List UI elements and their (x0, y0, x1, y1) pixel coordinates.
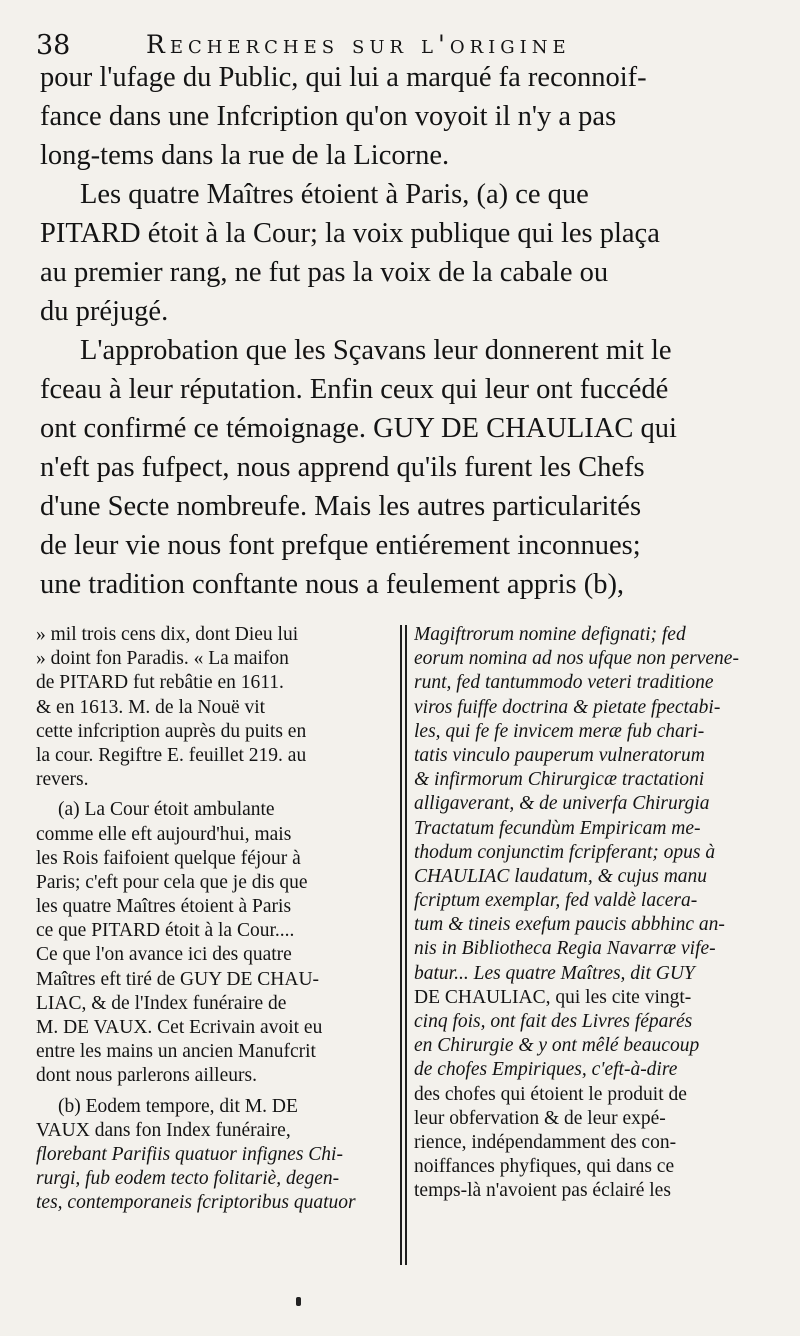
footnote-line: cette infcription auprès du puits en (36, 720, 307, 742)
footnote-line: Magiftrorum nomine defignati; fed (414, 624, 686, 645)
footnote-line: batur... Les quatre Maîtres, dit GUY (414, 962, 695, 984)
footnote-line: dont nous parlerons ailleurs. (36, 1065, 257, 1087)
text-line: une tradition conftante nous a feulement appris (b), (40, 569, 625, 600)
footnote-line: (a) La Cour étoit ambulante (58, 799, 275, 821)
footnote-line: tum & tineis exefum paucis abbhinc an- (414, 914, 725, 936)
footnote-line: florebant Parifiis quatuor infignes Chi- (36, 1143, 343, 1165)
footnote-line: Tractatum fecundùm Empiricam me- (414, 817, 701, 839)
text-line: de leur vie nous font prefque entiérement inconnues; (40, 530, 641, 561)
footnote-line: runt, fed tantummodo veteri traditione (414, 672, 714, 694)
footnote-line: des chofes qui étoient le produit de (414, 1083, 687, 1105)
footnote-line: Ce que l'on avance ici des quatre (36, 944, 292, 966)
footnote-line: de chofes Empiriques, c'eft-à-dire (414, 1059, 678, 1081)
footnote-line: cinq fois, ont fait des Livres féparés (414, 1011, 693, 1032)
text-line: du préjugé. (40, 296, 169, 327)
footnote-line: DE CHAULIAC, qui les cite vingt- (414, 986, 692, 1008)
print-mark (296, 1297, 301, 1306)
footnote-line: leur obfervation & de leur expé- (414, 1107, 666, 1129)
footnote-line: Maîtres eft tiré de GUY DE CHAU- (36, 968, 320, 990)
footnote-line: thodum conjunctim fcripferant; opus à (414, 841, 716, 863)
footnote-line: les quatre Maîtres étoient à Paris (36, 896, 292, 918)
text-line: n'eft pas fufpect, nous apprend qu'ils furent les Chefs (40, 452, 645, 483)
text-line: au premier rang, ne fut pas la voix de la cabale ou (40, 257, 609, 288)
footnote-line: la cour. Regiftre E. feuillet 219. au (36, 744, 307, 766)
text-line: fance dans une Infcription qu'on voyoit il n'y a pas (40, 101, 617, 132)
text-line: L'approbation que les Sçavans leur donnerent mit le (80, 335, 672, 366)
footnote-line: ce que PITARD étoit à la Cour.... (36, 920, 295, 942)
footnote-line: VAUX dans fon Index funéraire, (36, 1119, 291, 1141)
main-text (40, 58, 770, 604)
running-head: Recherches sur l'origine (146, 30, 571, 59)
footnote-line: en Chirurgie & y ont mêlé beaucoup (414, 1035, 700, 1057)
footnote-line: LIAC, & de l'Index funéraire de (36, 992, 287, 1014)
footnote-line: » doint fon Paradis. « La maifon (36, 648, 289, 670)
footnote-line: » mil trois cens dix, dont Dieu lui (36, 624, 299, 645)
footnote-line: & infirmorum Chirurgicæ tractationi (414, 769, 705, 791)
text-line: pour l'ufage du Public, qui lui a marqué fa reconnoif- (40, 62, 647, 93)
column-divider (400, 625, 402, 1265)
footnote-line: alligaverant, & de univerfa Chirurgia (414, 793, 710, 815)
footnotes-right-column (414, 623, 770, 1204)
footnote-line: entre les mains un ancien Manufcrit (36, 1041, 316, 1063)
text-line: fceau à leur réputation. Enfin ceux qui leur ont fuccédé (40, 374, 669, 405)
footnote-line: nis in Bibliotheca Regia Navarræ vife- (414, 938, 716, 960)
page-number: 38 (36, 30, 71, 61)
footnote-line: M. DE VAUX. Cet Ecrivain avoit eu (36, 1017, 323, 1038)
footnote-line: les Rois faifoient quelque féjour à (36, 847, 301, 869)
column-divider (405, 625, 407, 1265)
text-line: ont confirmé ce témoignage. GUY DE CHAULIAC qui (40, 413, 677, 444)
footnote-line: tes, contemporaneis fcriptoribus quatuor (36, 1192, 356, 1214)
text-line: Les quatre Maîtres étoient à Paris, (a) ce que (80, 179, 589, 210)
footnote-line: rience, indépendamment des con- (414, 1131, 677, 1153)
footnote-line: de PITARD fut rebâtie en 1611. (36, 672, 284, 694)
footnote-line: temps-là n'avoient pas éclairé les (414, 1180, 671, 1202)
footnote-line: (b) Eodem tempore, dit M. DE (58, 1095, 298, 1117)
text-line: PITARD étoit à la Cour; la voix publique qui les plaça (40, 218, 660, 249)
footnote-line: viros fuiffe doctrina & pietate fpectabi- (414, 696, 721, 718)
text-line: d'une Secte nombreufe. Mais les autres particularités (40, 491, 642, 522)
footnotes-left-column (36, 623, 394, 1216)
footnote-line: revers. (36, 769, 89, 791)
footnote-line: comme elle eft aujourd'hui, mais (36, 823, 292, 845)
footnote-line: Paris; c'eft pour cela que je dis que (36, 871, 308, 893)
footnote-line: les, qui fe fe invicem meræ fub chari- (414, 720, 705, 742)
text-line: long-tems dans la rue de la Licorne. (40, 140, 450, 171)
footnote-line: eorum nomina ad nos ufque non pervene- (414, 648, 739, 670)
footnote-line: noiffances phyfiques, qui dans ce (414, 1156, 675, 1178)
footnote-line: rurgi, fub eodem tecto folitariè, degen- (36, 1168, 340, 1190)
footnote-line: CHAULIAC laudatum, & cujus manu (414, 865, 708, 887)
footnote-line: tatis vinculo pauperum vulneratorum (414, 744, 705, 766)
footnote-line: & en 1613. M. de la Nouë vit (36, 696, 266, 718)
footnote-line: fcriptum exemplar, fed valdè lacera- (414, 890, 698, 912)
